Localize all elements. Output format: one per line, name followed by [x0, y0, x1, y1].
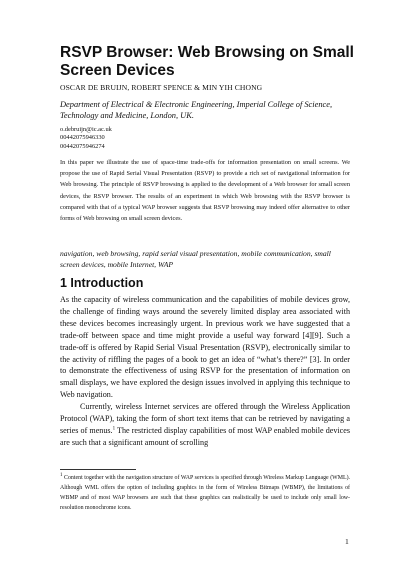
paragraph: [60, 401, 350, 449]
page-number: 1: [345, 537, 349, 546]
footnote-text: Content together with the navigation structure of WAP services is specified through Wireless Markup Language (WML). Although WML offers the option of including graphics in the form of Wireless Bitmaps (WBMP), the limitations of WBMP and of most WAP browsers are such that these graphics can realistically be used to include only small low-resolution monochrome icons.: [60, 475, 350, 512]
footnote-marker: 1: [60, 473, 63, 479]
affiliation: Department of Electrical & Electronic Engineering, Imperial College of Science, Technology and Medicine, London, UK.: [60, 100, 333, 120]
footnote-divider: [60, 469, 136, 470]
contact-email: o.debruijn@ic.ac.uk: [60, 126, 112, 133]
section-heading: 1 Introduction: [60, 276, 144, 290]
paragraph: As the capacity of wireless communication and the capabilities of mobile devices grow, the challenge of finding ways around the severely limited display area associated with these devices becomes increasingly urgent. In previous work we have suggested that a trade-off between space and time might provide a useful way forward [4][9]. Such a trade-off is offered by Rapid Serial Visual Presentation (RSVP), electronically similar to the activity of riffling the pages of a book to get an idea of “what’s there?” [3]. In order to demonstrate the effectiveness of using RSVP for the presentation of information on small displays, we have explored the design issues involved in applying this technique to Web navigation.: [60, 295, 350, 400]
footnote-ref: 1: [112, 426, 116, 432]
paragraph-text: Currently, wireless Internet services are offered through the Wireless Application Protocol (WAP), taking the form of short text items that can be retrieved by navigating a series of menus.: [60, 402, 350, 435]
contact-info: [60, 126, 112, 151]
footnote: [60, 473, 350, 513]
body-text: [60, 294, 350, 449]
abstract: In this paper we illustrate the use of space-time trade-offs for information presentation on small screens. We propose the use of Rapid Serial Visual Presentation (RSVP) to provide a rich set of navigational information for Web browsing. The principle of RSVP browsing is applied to the development of a Web browser for small screen devices, the RSVP browser. The results of an experiment in which Web browsing with the RSVP browser is compared with that of a typical WAP browser suggests that RSVP browsing may indeed offer alternative to other forms of Web browsing on small screen devices.: [60, 159, 350, 223]
author-list: OSCAR DE BRUIJN, ROBERT SPENCE & MIN YIH CHONG: [60, 83, 263, 92]
contact-phone: 00442075946330: [60, 134, 105, 142]
paper-title: RSVP Browser: Web Browsing on Small Screen Devices: [60, 44, 354, 79]
paragraph-text: The restricted display capabilities of most WAP enabled mobile devices are such that a significant amount of scrolling: [60, 425, 351, 447]
keywords: navigation, web browsing, rapid serial visual presentation, mobile communication, small screen devices, mobile Internet, WAP: [60, 249, 331, 269]
contact-fax: 00442075946274: [60, 142, 105, 150]
